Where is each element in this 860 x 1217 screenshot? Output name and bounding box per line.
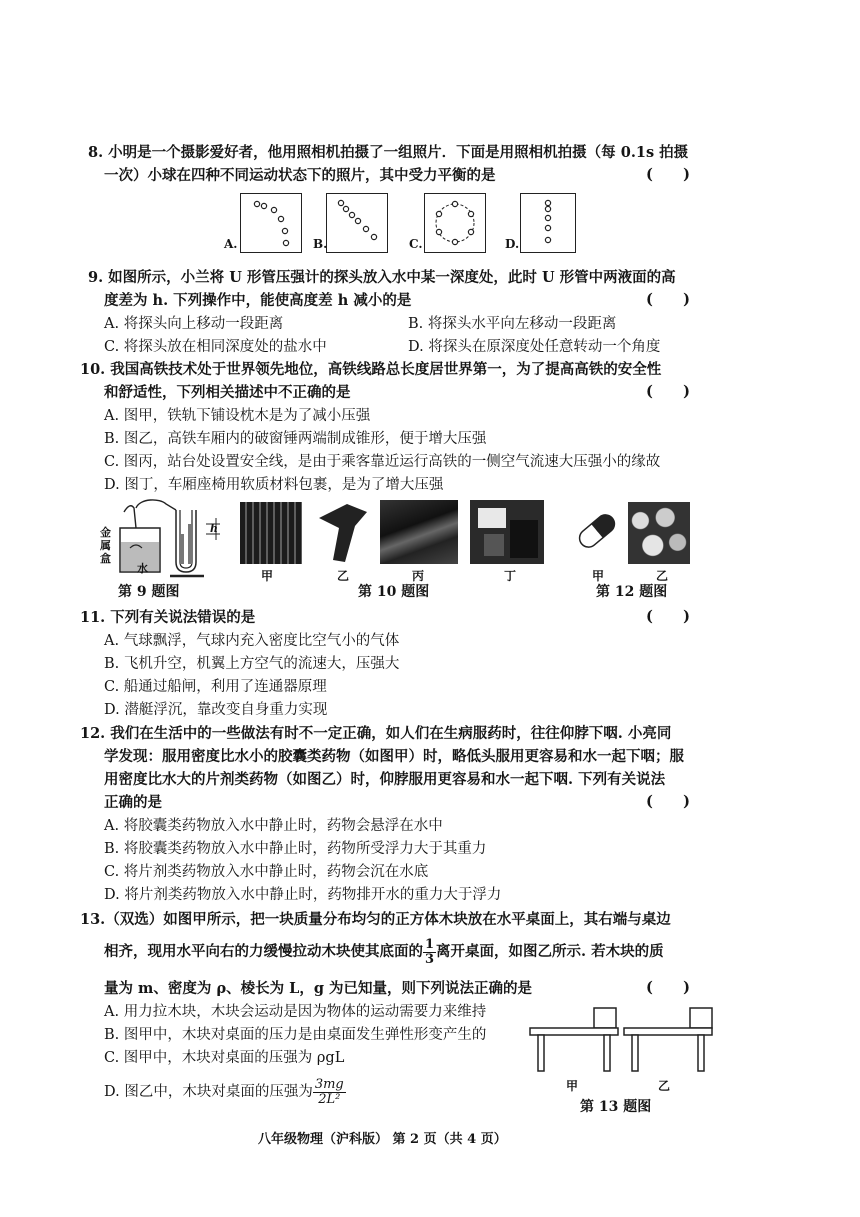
fig10-label-jia: 甲 xyxy=(261,569,274,583)
page-footer: 八年级物理（沪科版） 第 2 页（共 4 页） xyxy=(258,1132,507,1147)
fig13-label-yi: 乙 xyxy=(658,1079,671,1093)
q13-optd-den: 2L² xyxy=(318,1091,341,1107)
fig13-label-jia: 甲 xyxy=(566,1079,579,1093)
q13-option-d xyxy=(104,1076,346,1108)
q8-option-b-figure xyxy=(326,193,388,253)
q10-option-b: B. 图乙，高铁车厢内的破窗锤两端制成锥形，便于增大压强 xyxy=(104,431,487,447)
q8-option-b-label: B. xyxy=(313,237,328,251)
q10-option-c: C. 图丙，站台处设置安全线，是由于乘客靠近运行高铁的一侧空气流速大压强小的缘故 xyxy=(104,454,661,470)
q8-balls-a xyxy=(241,194,301,252)
q11-option-b: B. 飞机升空，机翼上方空气的流速大，压强大 xyxy=(104,656,400,672)
fig10-label-ding: 丁 xyxy=(504,569,517,583)
fig9-caption: 第 9 题图 xyxy=(118,584,180,600)
q13-option-d-fraction xyxy=(313,1078,346,1107)
q8-option-a-label: A. xyxy=(224,237,238,251)
q13-option-c: C. 图甲中，木块对桌面的压强为 ρgL xyxy=(104,1050,345,1066)
q12-option-c: C. 将片剂类药物放入水中静止时，药物会沉在水底 xyxy=(104,864,429,880)
fig9-manometer xyxy=(100,498,224,580)
q12-line1: 12. 我们在生活中的一些做法有时不一定正确，如人们在生病服药时，往往仰脖下咽. 小亮同 xyxy=(80,725,672,742)
fig12-label-jia: 甲 xyxy=(592,569,605,583)
q9-option-d: D. 将探头在原深度处任意转动一个角度 xyxy=(408,339,661,355)
fig13-drawing xyxy=(528,1004,728,1074)
q13-line1: 13.（双选）如图甲所示，把一块质量分布均匀的正方体木块放在水平桌面上，其右端与桌边 xyxy=(80,911,671,928)
q12-option-d: D. 将片剂类药物放入水中静止时，药物排开水的重力大于浮力 xyxy=(104,887,502,903)
capsule-icon xyxy=(572,504,622,558)
q13-line2-part1: 相齐，现用水平向右的力缓慢拉动木块使其底面的 xyxy=(104,943,423,960)
fig12-caption: 第 12 题图 xyxy=(596,584,668,600)
q9-option-c: C. 将探头放在相同深度处的盐水中 xyxy=(104,339,327,355)
fig12-capsule xyxy=(572,504,622,558)
fig9-drawing xyxy=(100,498,224,580)
q9-line1: 9. 如图所示，小兰将 U 形管压强计的探头放入水中某一深度处，此时 U 形管中两液面的高 xyxy=(88,269,676,286)
q10-line1: 10. 我国高铁技术处于世界领先地位，高铁线路总长度居世界第一，为了提高高铁的安全性 xyxy=(80,361,662,378)
q9-line2: 度差为 h. 下列操作中，能使高度差 h 减小的是 xyxy=(104,292,412,309)
fig10-photo-ding xyxy=(470,500,544,564)
seat-icon xyxy=(470,500,544,564)
q11-option-a: A. 气球飘浮，气球内充入密度比空气小的气体 xyxy=(104,633,400,649)
q8-option-d-label: D. xyxy=(505,237,520,251)
q10-line2: 和舒适性，下列相关描述中不正确的是 xyxy=(104,384,351,401)
fig10-label-bing: 丙 xyxy=(412,569,425,583)
q13-fraction xyxy=(423,938,436,967)
fig13-tables xyxy=(528,1004,728,1074)
q8-option-c-label: C. xyxy=(409,237,423,251)
q11-line1: 11. 下列有关说法错误的是 xyxy=(80,609,256,626)
q13-line3: 量为 m、密度为 ρ、棱长为 L，g 为已知量，则下列说法正确的是 xyxy=(104,980,533,997)
q9-answer-paren: ( ) xyxy=(646,291,691,308)
fig13-caption: 第 13 题图 xyxy=(580,1099,652,1115)
q11-option-c: C. 船通过船闸，利用了连通器原理 xyxy=(104,679,327,695)
fig9-label-water: 水 xyxy=(137,562,148,575)
fig10-photo-bing xyxy=(380,500,458,564)
q11-answer-paren: ( ) xyxy=(646,608,691,625)
q13-line2-part2: 离开桌面，如图乙所示. 若木块的质 xyxy=(436,943,664,960)
fig10-caption: 第 10 题图 xyxy=(358,584,430,600)
q9-option-b: B. 将探头水平向左移动一段距离 xyxy=(408,316,617,332)
fig10-photo-jia xyxy=(240,502,302,564)
q13-option-a: A. 用力拉木块，木块会运动是因为物体的运动需要力来维持 xyxy=(104,1004,487,1020)
q8-option-a-figure xyxy=(240,193,302,253)
q8-line2: 一次）小球在四种不同运动状态下的照片，其中受力平衡的是 xyxy=(104,167,496,184)
q8-option-c-figure xyxy=(424,193,486,253)
q13-line2 xyxy=(104,936,664,968)
q8-option-d-figure xyxy=(520,193,576,253)
q12-line3: 用密度比水大的片剂类药物（如图乙）时，仰脖服用更容易和水一起下咽. 下列有关说法 xyxy=(104,771,666,788)
q11-option-d: D. 潜艇浮沉，靠改变自身重力实现 xyxy=(104,702,328,718)
q10-option-a: A. 图甲，铁轨下铺设枕木是为了减小压强 xyxy=(104,408,371,424)
q13-frac-num: 1 xyxy=(425,936,435,952)
q12-line2: 学发现：服用密度比水小的胶囊类药物（如图甲）时，略低头服用更容易和水一起下咽；服 xyxy=(104,748,684,765)
q13-answer-paren: ( ) xyxy=(646,979,691,996)
q12-option-b: B. 将胶囊类药物放入水中静止时，药物所受浮力大于其重力 xyxy=(104,841,487,857)
q10-answer-paren: ( ) xyxy=(646,383,691,400)
q10-option-d: D. 图丁，车厢座椅用软质材料包裹，是为了增大压强 xyxy=(104,477,444,493)
q13-optd-num: 3mg xyxy=(314,1076,344,1092)
fig10-label-yi: 乙 xyxy=(337,569,350,583)
hammer-icon xyxy=(315,502,371,564)
q8-line1: 8. 小明是一个摄影爱好者，他用照相机拍摄了一组照片．下面是用照相机拍摄（每 0.1s 拍摄 xyxy=(88,144,689,161)
fig12-tablets-photo xyxy=(628,502,690,564)
q13-option-b: B. 图甲中，木块对桌面的压力是由桌面发生弹性形变产生的 xyxy=(104,1027,487,1043)
q12-answer-paren: ( ) xyxy=(646,793,691,810)
q13-frac-den: 3 xyxy=(425,951,435,967)
q12-option-a: A. 将胶囊类药物放入水中静止时，药物会悬浮在水中 xyxy=(104,818,443,834)
fig10-photo-yi xyxy=(315,502,371,564)
q8-balls-d xyxy=(521,194,575,252)
q8-balls-b xyxy=(327,194,387,252)
q9-option-a: A. 将探头向上移动一段距离 xyxy=(104,316,284,332)
q13-option-d-text: D. 图乙中，木块对桌面的压强为 xyxy=(104,1084,313,1100)
q8-answer-paren: ( ) xyxy=(646,166,691,183)
q12-line4: 正确的是 xyxy=(104,794,162,811)
fig9-label-h: h xyxy=(210,522,218,535)
fig9-label-box: 金属盒 xyxy=(100,526,111,565)
fig12-label-yi: 乙 xyxy=(656,569,669,583)
q8-balls-c xyxy=(425,194,485,252)
